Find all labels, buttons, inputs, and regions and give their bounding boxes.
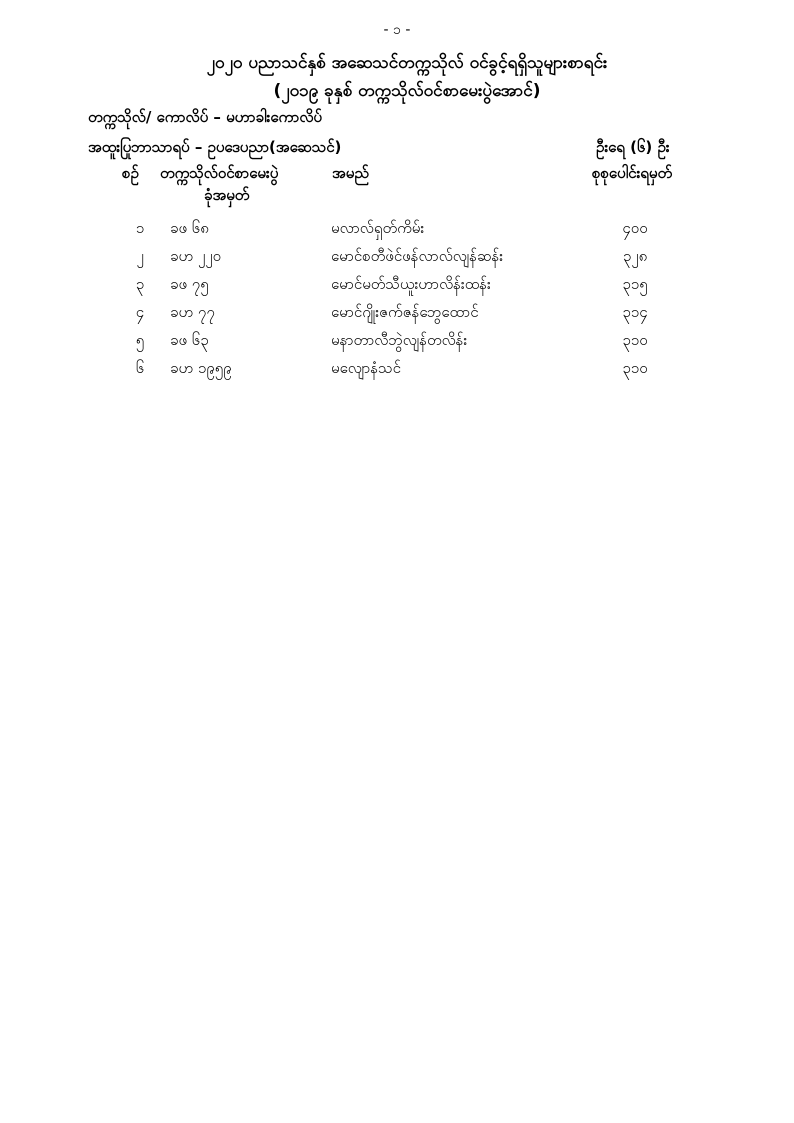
student-name: မောင်မတ်သီယူးဟာလိန်းထန်း: [331, 275, 491, 293]
table-row: [0, 217, 794, 245]
page-number: - ၁ -: [383, 22, 411, 38]
total-marks: ၃၁၄: [622, 303, 648, 321]
table-row: [0, 273, 794, 301]
roll-number: ခဖ ၇၅: [170, 275, 209, 293]
column-header-marks: စုစုပေါင်းရမှတ်: [592, 164, 673, 182]
roll-number: ခဟ ၂၂၀: [170, 247, 222, 265]
row-number: ၆: [135, 359, 145, 377]
document-subtitle: (၂၀၁၉ ခုနှစ် တက္ကသိုလ်ဝင်စာမေးပွဲအောင်): [273, 81, 541, 101]
total-marks: ၃၂၈: [622, 247, 648, 265]
student-name: မလာလ်ရှတ်ကိမ်း: [331, 219, 425, 237]
document-title: ၂၀၂၀ ပညာသင်နှစ် အဆေသင်တက္ကသိုလ် ဝင်ခွင့်ရရှိသူများစာရင်း: [206, 53, 608, 73]
table-row: [0, 301, 794, 329]
column-header-name: အမည်: [332, 164, 369, 182]
roll-number: ခဟ ၁၉၅၉: [170, 359, 232, 377]
row-number: ၃: [135, 275, 145, 293]
row-number: ၄: [135, 303, 145, 321]
total-marks: ၄၀၀: [622, 219, 648, 237]
row-number: ၁: [135, 219, 145, 237]
total-marks: ၃၁၀: [622, 331, 648, 349]
student-name: မောင်စတီဖဲင်ဖန်လာလ်လျန်ဆန်း: [331, 247, 504, 265]
total-marks: ၃၁၀: [622, 359, 648, 377]
student-name: မနာတာလီဘွဲလျန်တလိန်း: [331, 331, 468, 349]
student-name: မောင်ဂျိုးဇက်ဇန်ဘွေထောင်: [331, 303, 479, 321]
university-line: တက္ကသိုလ်/ ကောလိပ် – မဟာခါးကောလိပ်: [88, 108, 322, 126]
table-row: [0, 357, 794, 385]
row-number: ၂: [136, 247, 144, 265]
table-row: [0, 329, 794, 357]
roll-number: ခဟ ၇၇: [170, 303, 215, 321]
column-header-roll-line2: ခုံအမှတ်: [204, 186, 250, 204]
major-line: အထူးပြုဘာသာရပ် – ဥပဒေပညာ(အဆေသင်): [88, 138, 342, 156]
roll-number: ခဖ ၆၃: [170, 331, 209, 349]
total-marks: ၃၁၅: [622, 275, 648, 293]
student-name: မလျောနံသင်: [331, 359, 401, 377]
student-count: ဦးရေ (၆) ဦး: [596, 138, 670, 156]
column-header-no: စဉ်: [122, 164, 139, 182]
table-row: [0, 245, 794, 273]
row-number: ၅: [135, 331, 145, 349]
roll-number: ခဖ ၆၈: [170, 219, 209, 237]
student-table: [0, 217, 794, 385]
column-header-roll: တက္ကသိုလ်ဝင်စာမေးပွဲ: [160, 164, 279, 182]
